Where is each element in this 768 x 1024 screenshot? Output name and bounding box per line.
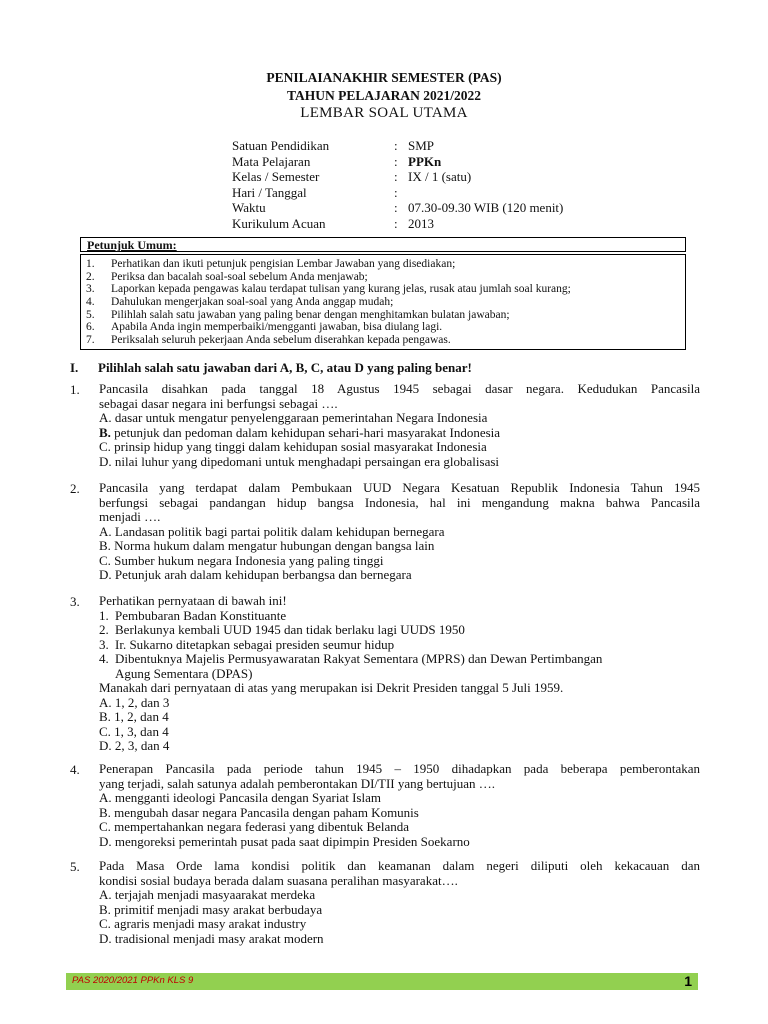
statement-3 <box>99 638 700 653</box>
petunjuk-item <box>81 334 685 347</box>
info-label: Satuan Pendidikan <box>232 138 330 153</box>
question-number: 3. <box>70 594 80 609</box>
option-b: B. mengubah dasar negara Pancasila dengan paham Komunis <box>99 804 419 820</box>
petunjuk-number: 6. <box>86 321 95 334</box>
statement-text: Berlakunya kembali UUD 1945 dan tidak berlaku lagi UUDS 1950 <box>115 622 465 637</box>
option-a: A. Landasan politik bagi partai politik dalam kehidupan bernegara <box>99 523 445 539</box>
page-number: 1 <box>684 973 692 989</box>
statement-number: 4. <box>99 651 109 666</box>
option-d: D. tradisional menjadi masy arakat modern <box>99 930 324 946</box>
question-4 <box>70 762 700 849</box>
petunjuk-item <box>81 321 685 334</box>
option-letter: B. <box>99 424 111 440</box>
info-row-kurikulum <box>232 216 563 232</box>
statement-4 <box>99 652 700 667</box>
question-number: 2. <box>70 481 80 496</box>
header-title-line1: PENILAIANAKHIR SEMESTER (PAS) <box>266 70 502 85</box>
info-colon: : <box>394 200 398 215</box>
info-value: 07.30-09.30 WIB (120 menit) <box>408 200 564 215</box>
question-text: berfungsi sebagai pandangan hidup bangsa Indonesia, hal ini mengandung makna bahwa Pancasila <box>99 494 700 510</box>
question-text: Manakah dari pernyataan di atas yang merupakan isi Dekrit Presiden tanggal 5 Juli 1959. <box>99 680 564 695</box>
question-5 <box>70 859 700 946</box>
petunjuk-umum-heading <box>80 237 686 252</box>
question-text: Pancasila yang terdapat dalam Pembukaan UUD Negara Kesatuan Republik Indonesia Tahun 1945 <box>99 480 700 495</box>
option-d: D. 2, 3, dan 4 <box>99 738 170 753</box>
info-value: IX / 1 (satu) <box>408 169 472 184</box>
question-text: Perhatikan pernyataan di bawah ini! <box>99 593 287 608</box>
option-b <box>99 426 700 441</box>
info-row-hari <box>232 185 563 201</box>
petunjuk-number: 5. <box>86 308 95 321</box>
info-row-kelas <box>232 169 563 185</box>
option-a: A. 1, 2, dan 3 <box>99 694 170 710</box>
info-label: Kurikulum Acuan <box>232 215 326 231</box>
petunjuk-text: Periksa dan bacalah soal-soal sebelum Anda menjawab; <box>111 270 368 283</box>
question-text: Pancasila disahkan pada tanggal 18 Agustus 1945 sebagai dasar negara. Kedudukan Pancasila <box>99 381 700 396</box>
question-number: 4. <box>70 762 80 777</box>
info-label: Mata Pelajaran <box>232 153 311 169</box>
petunjuk-number: 3. <box>86 283 95 296</box>
info-row-satuan <box>232 138 563 154</box>
option-a: A. terjajah menjadi masyaarakat merdeka <box>99 887 316 902</box>
petunjuk-number: 2. <box>86 270 95 283</box>
statement-4-continued: Agung Sementara (DPAS) <box>115 665 253 681</box>
statement-number: 1. <box>99 607 109 623</box>
info-value: PPKn <box>408 153 442 169</box>
petunjuk-item <box>81 309 685 322</box>
question-3 <box>70 594 700 754</box>
petunjuk-text: Perhatikan dan ikuti petunjuk pengisian Lembar Jawaban yang disediakan; <box>111 258 456 270</box>
question-text: kondisi sosial budaya berada dalam suasana peralihan masyarakat…. <box>99 872 458 888</box>
info-row-waktu <box>232 200 563 216</box>
question-2 <box>70 481 700 583</box>
header-title-line2: TAHUN PELAJARAN 2021/2022 <box>286 88 481 103</box>
petunjuk-item <box>81 271 685 284</box>
statement-text: Ir. Sukarno ditetapkan sebagai presiden seumur hidup <box>115 636 395 652</box>
question-text: Penerapan Pancasila pada periode tahun 1945 – 1950 dihadapkan pada beberapa pemberontakan <box>99 761 700 776</box>
option-a: A. dasar untuk mengatur penyelenggaraan pemerintahan Negara Indonesia <box>99 410 488 425</box>
info-label: Hari / Tanggal <box>232 184 307 200</box>
option-c: C. mempertahankan negara federasi yang dibentuk Belanda <box>99 819 410 834</box>
petunjuk-item <box>81 258 685 271</box>
info-value: SMP <box>408 138 435 153</box>
info-colon: : <box>394 138 398 153</box>
statement-1 <box>99 609 700 624</box>
petunjuk-text: Apabila Anda ingin memperbaiki/mengganti jawaban, bisa diulang lagi. <box>111 321 443 334</box>
statement-text: Dibentuknya Majelis Permusyawaratan Rakyat Sementara (MPRS) dan Dewan Pertimbangan <box>115 651 603 666</box>
option-b: B. Norma hukum dalam mengatur hubungan dengan bangsa lain <box>99 538 435 553</box>
option-c: C. 1, 3, dan 4 <box>99 723 169 739</box>
section-instruction: Pilihlah salah satu jawaban dari A, B, C, atau D yang paling benar! <box>98 360 472 375</box>
petunjuk-umum-list <box>80 254 686 350</box>
info-label: Waktu <box>232 200 266 215</box>
petunjuk-number: 4. <box>86 296 95 309</box>
option-c: C. prinsip hidup yang tinggi dalam kehidupan sosial masyarakat Indonesia <box>99 439 487 454</box>
question-text: yang terjadi, salah satunya adalah pemberontakan DI/TII yang bertujuan …. <box>99 775 495 791</box>
question-text: sebagai dasar negara ini berfungsi sebagai …. <box>99 395 338 411</box>
option-d: D. Petunjuk arah dalam kehidupan berbangsa dan bernegara <box>99 567 412 582</box>
option-c: C. agraris menjadi masy arakat industry <box>99 916 307 931</box>
info-colon: : <box>394 184 398 200</box>
petunjuk-text: Pilihlah salah satu jawaban yang paling benar dengan menghitamkan bulatan jawaban; <box>111 308 510 321</box>
petunjuk-item <box>81 296 685 309</box>
option-c: C. Sumber hukum negara Indonesia yang paling tinggi <box>99 552 384 568</box>
info-label: Kelas / Semester <box>232 169 320 184</box>
option-a: A. mengganti ideologi Pancasila dengan Syariat Islam <box>99 790 381 805</box>
question-text: Pada Masa Orde lama kondisi politik dan keamanan dalam negeri diliputi oleh kekacauan dan <box>99 858 700 873</box>
info-colon: : <box>394 169 398 184</box>
petunjuk-number: 1. <box>86 258 95 270</box>
petunjuk-title: Petunjuk Umum: <box>87 238 177 252</box>
statement-number: 3. <box>99 636 109 652</box>
question-1 <box>70 382 700 469</box>
option-b: B. primitif menjadi masy arakat berbudaya <box>99 901 323 917</box>
statement-text: Pembubaran Badan Konstituante <box>115 607 287 623</box>
info-value: 2013 <box>408 215 434 231</box>
statement-2 <box>99 623 700 638</box>
section-number: I. <box>70 360 79 375</box>
option-d: D. nilai luhur yang dipedomani untuk menghadapi persaingan era globalisasi <box>99 453 500 469</box>
info-row-mapel <box>232 154 563 170</box>
statement-number: 2. <box>99 622 109 637</box>
question-text: menjadi …. <box>99 509 161 524</box>
section-heading <box>70 360 472 376</box>
petunjuk-text: Laporkan kepada pengawas kalau terdapat tulisan yang kurang jelas, rusak atau jumlah soal kurang; <box>111 283 571 296</box>
footer-text: PAS 2020/2021 PPKn KLS 9 <box>72 975 194 986</box>
petunjuk-item <box>81 283 685 296</box>
question-number: 1. <box>70 382 80 397</box>
petunjuk-number: 7. <box>86 334 95 347</box>
option-b: B. 1, 2, dan 4 <box>99 709 169 724</box>
option-d: D. mengoreksi pemerintah pusat pada saat dipimpin Presiden Soekarno <box>99 833 470 849</box>
info-colon: : <box>394 215 398 231</box>
header-title-line3: LEMBAR SOAL UTAMA <box>300 105 468 121</box>
info-colon: : <box>394 153 398 169</box>
exam-info-table <box>232 138 563 231</box>
petunjuk-text: Dahulukan mengerjakan soal-soal yang Anda anggap mudah; <box>111 296 394 309</box>
page-footer-bar <box>66 973 698 990</box>
petunjuk-text: Periksalah seluruh pekerjaan Anda sebelum diserahkan kepada pengawas. <box>111 334 451 347</box>
option-text: petunjuk dan pedoman dalam kehidupan sehari-hari masyarakat Indonesia <box>110 424 501 440</box>
question-number: 5. <box>70 859 80 874</box>
